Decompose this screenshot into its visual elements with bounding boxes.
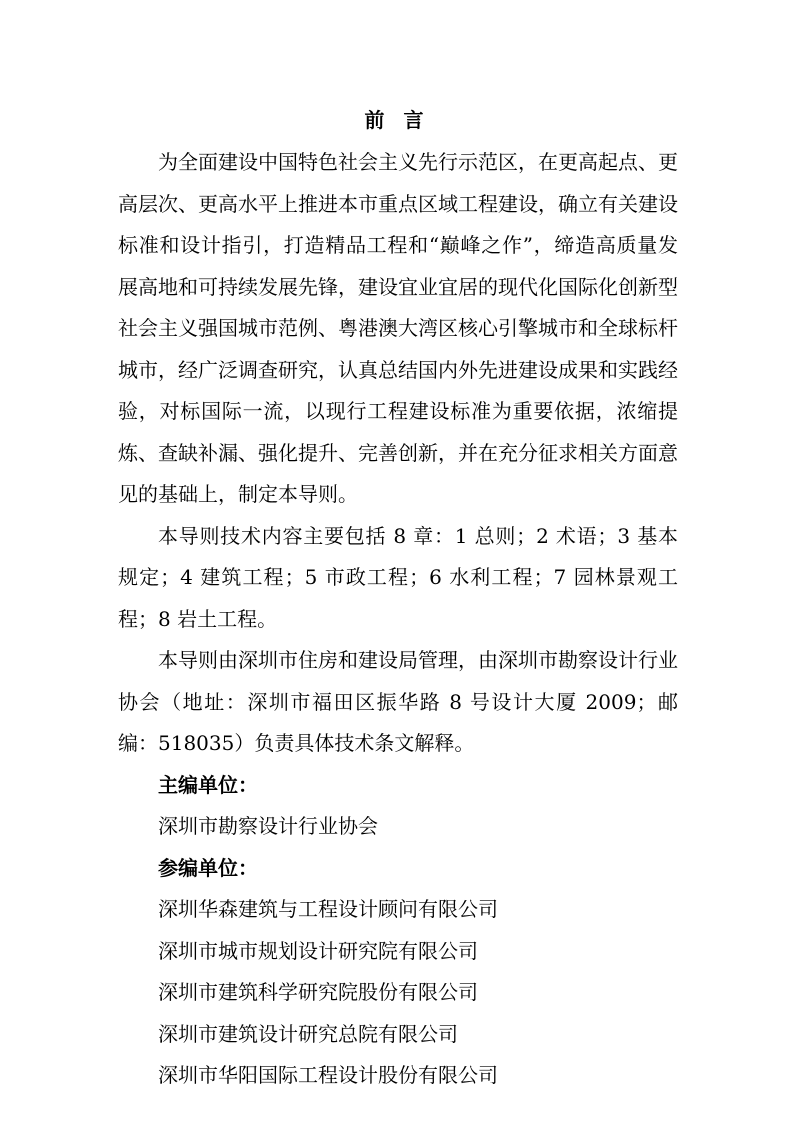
page-title: 前 言	[364, 108, 430, 132]
preface-paragraph-3: 本导则由深圳市住房和建设局管理，由深圳市勘察设计行业协会（地址：深圳市福田区振华路 8 号设计大厦 2009；邮编：518035）负责具体技术条文解释。	[118, 648, 678, 755]
participant-unit: 深圳华森建筑与工程设计顾问有限公司	[158, 897, 498, 921]
participants-heading: 参编单位：	[158, 855, 258, 880]
participant-unit: 深圳市建筑设计研究总院有限公司	[158, 1021, 458, 1046]
preface-paragraph-1: 为全面建设中国特色社会主义先行示范区，在更高起点、更高层次、更高水平上推进本市重点区域工程建设，确立有关建设标准和设计指引，打造精品工程和“巅峰之作”，缔造高质量发展高地和可持续发展先锋，建设宜业宜居的现代化国际化创新型社会主义强国城市范例、粤港澳大湾区核心引擎城市和全球标杆城市，经广泛调查研究，认真总结国内外先进建设成果和实践经验，对标国际一流，以现行工程建设标准为重要依据，浓缩提炼、查缺补漏、强化提升、完善创新，并在充分征求相关方面意见的基础上，制定本导则。	[118, 150, 678, 506]
participant-unit: 深圳市建筑科学研究院股份有限公司	[158, 980, 478, 1004]
participant-unit: 深圳市华阳国际工程设计股份有限公司	[158, 1063, 498, 1087]
document-body	[118, 142, 678, 1097]
chief-editor-unit: 深圳市勘察设计行业协会	[158, 814, 378, 838]
chief-editor-heading: 主编单位：	[158, 772, 258, 797]
preface-paragraph-2: 本导则技术内容主要包括 8 章：1 总则；2 术语；3 基本规定；4 建筑工程；5 市政工程；6 水利工程；7 园林景观工程；8 岩土工程。	[118, 523, 678, 631]
participant-unit: 深圳市城市规划设计研究院有限公司	[158, 938, 478, 963]
